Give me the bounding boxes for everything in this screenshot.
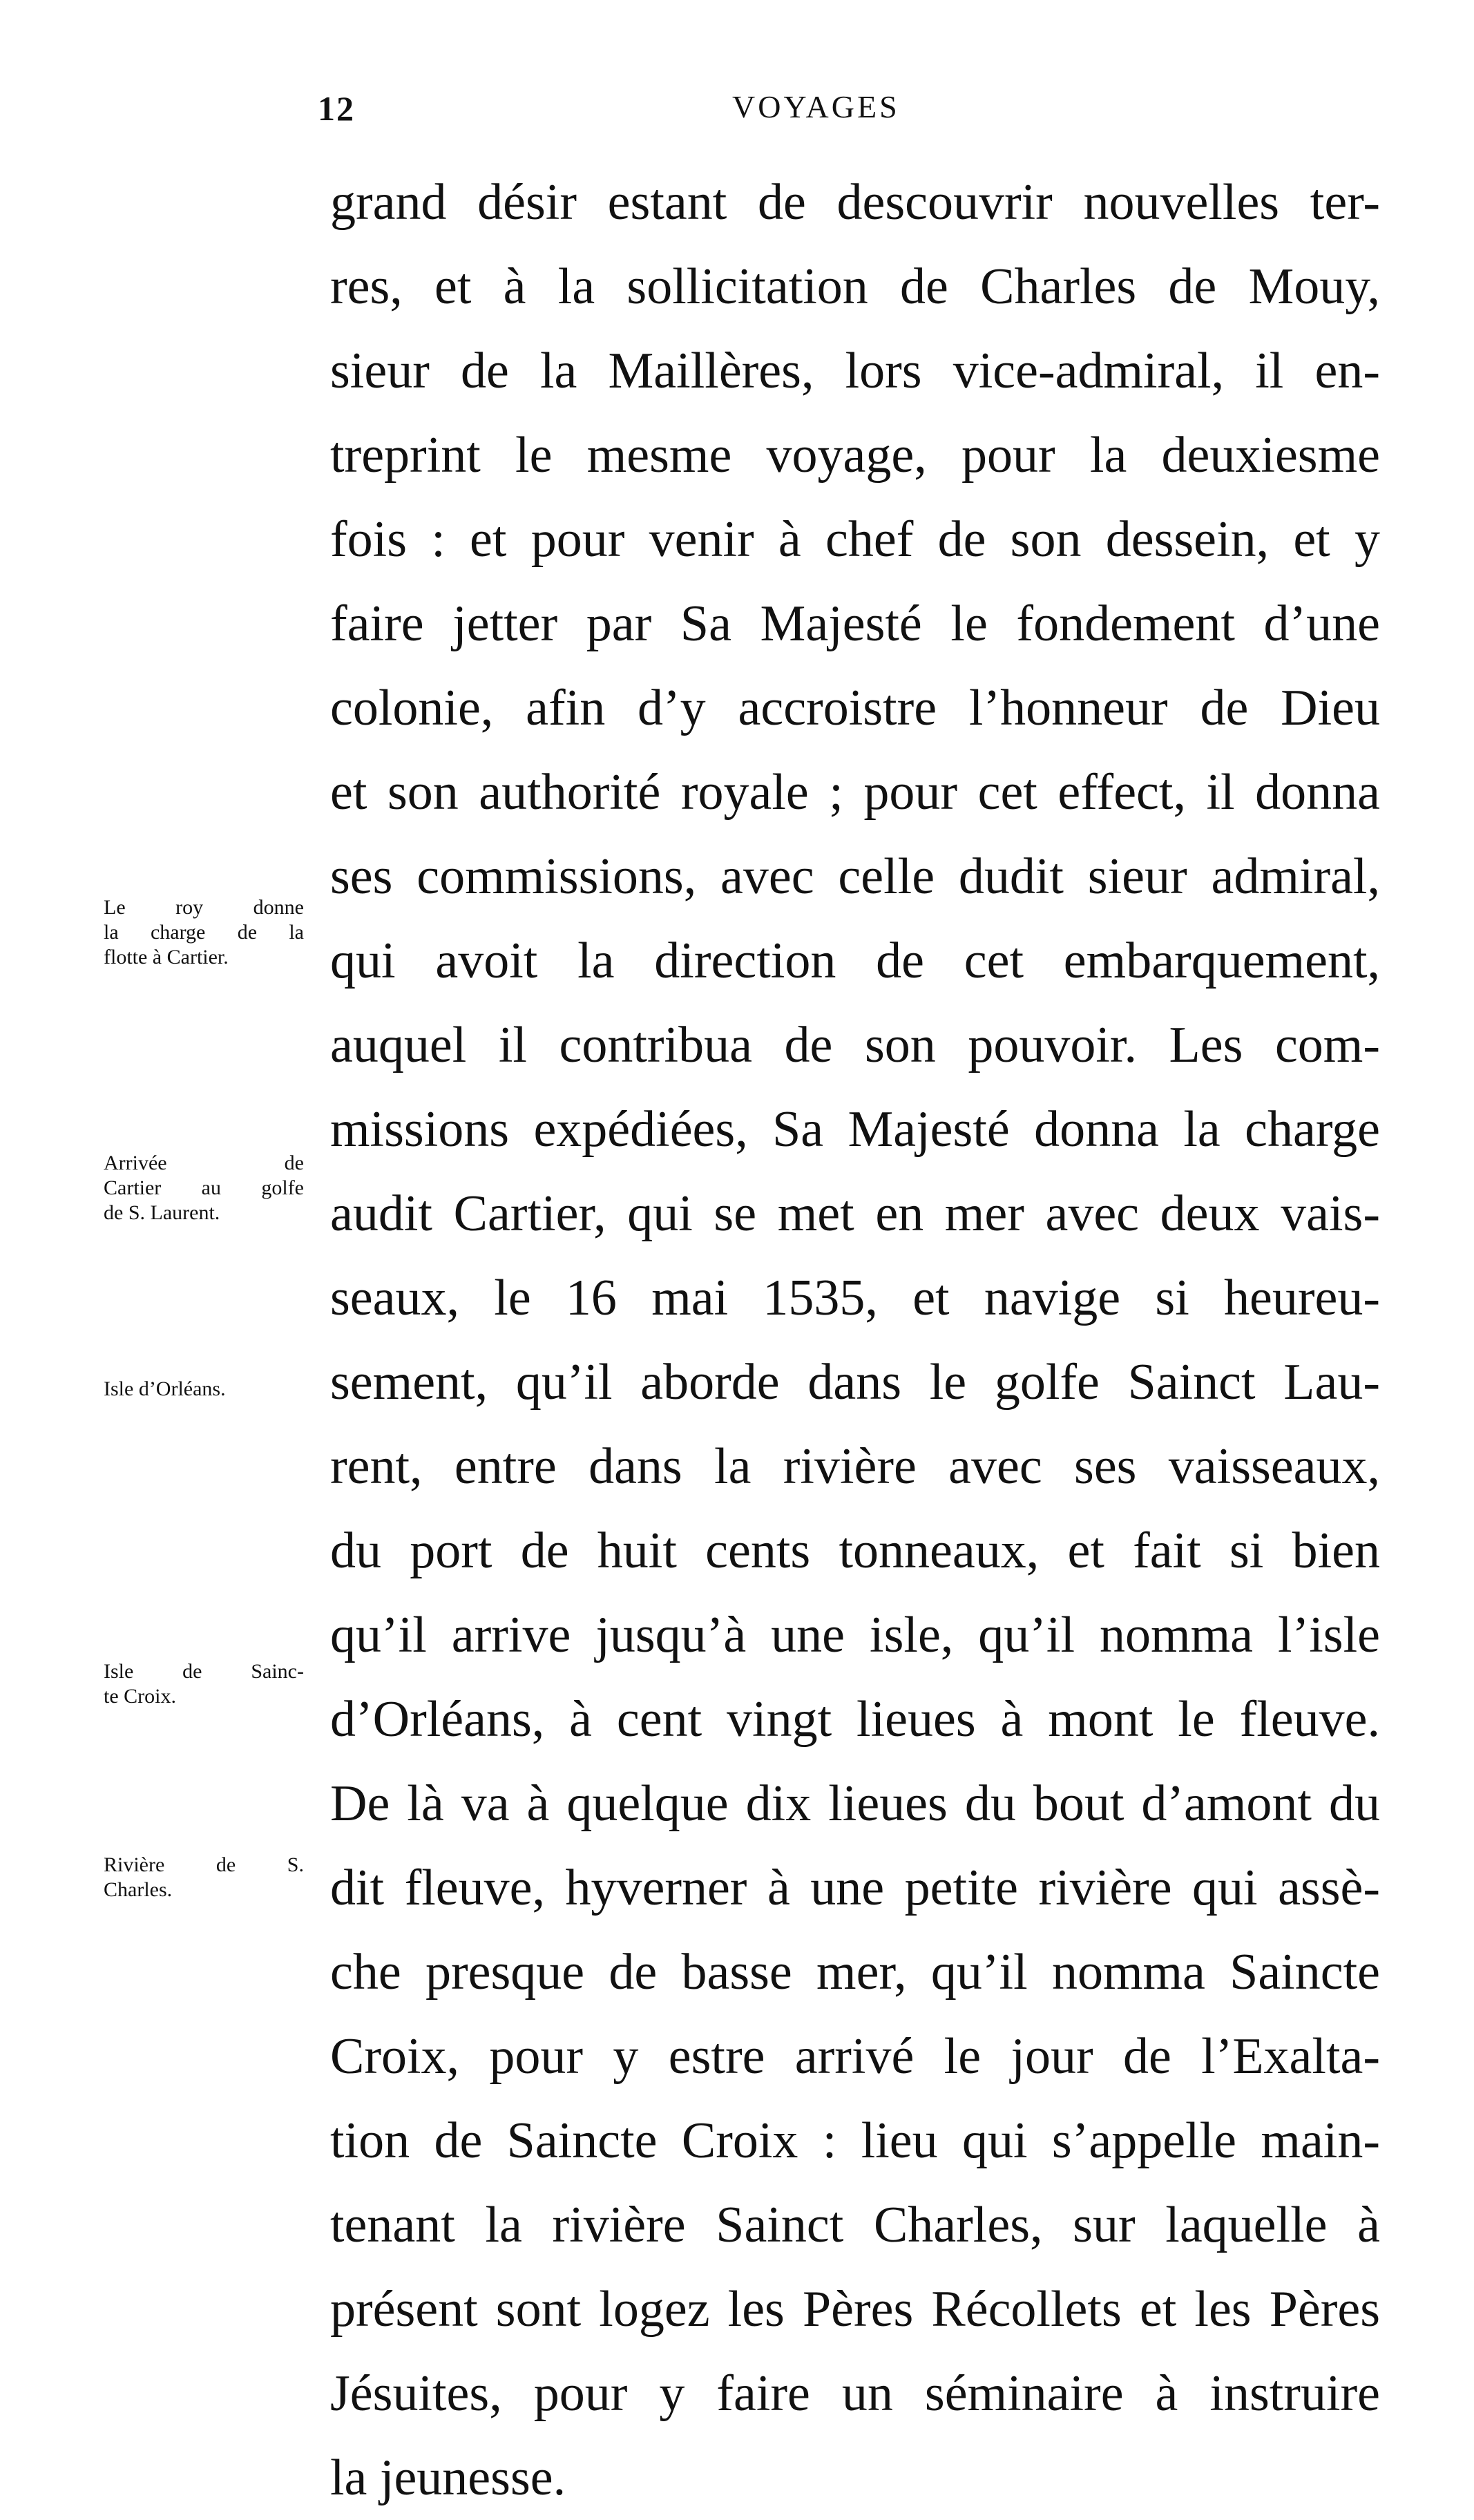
text-line: qui avoit la direction de cet embarquement, bbox=[330, 933, 1380, 989]
margin-note-line: de S. Laurent. bbox=[104, 1201, 220, 1224]
text-line: fois : et pour venir à chef de son dessein, et y bbox=[330, 511, 1380, 568]
text-line: Croix, pour y estre arrivé le jour de l’Exalta- bbox=[330, 2028, 1380, 2085]
text-line: du port de huit cents tonneaux, et fait si bien bbox=[330, 1522, 1380, 1579]
text-line: sement, qu’il aborde dans le golfe Sainct Lau- bbox=[330, 1354, 1380, 1411]
text-line: treprint le mesme voyage, pour la deuxiesme bbox=[330, 427, 1380, 484]
text-line: qu’il arrive jusqu’à une isle, qu’il nomma l’isle bbox=[330, 1607, 1380, 1663]
margin-note-isle-orleans bbox=[104, 1377, 304, 1402]
margin-note-riviere-charles bbox=[104, 1853, 304, 1902]
margin-note-roy-donne-charge bbox=[104, 895, 304, 970]
text-line: sieur de la Maillères, lors vice-admiral, il en- bbox=[330, 343, 1380, 399]
text-line: colonie, afin d’y accroistre l’honneur de Dieu bbox=[330, 680, 1380, 736]
margin-note-line: Charles. bbox=[104, 1878, 173, 1901]
margin-note-line: Arrivée de bbox=[104, 1152, 304, 1174]
margin-note-arrivee-golfe bbox=[104, 1151, 304, 1225]
text-line: d’Orléans, à cent vingt lieues à mont le fleuve. bbox=[330, 1691, 1380, 1748]
text-line: rent, entre dans la rivière avec ses vaisseaux, bbox=[330, 1438, 1380, 1495]
margin-note-line: Rivière de S. bbox=[104, 1853, 304, 1876]
margin-note-line: flotte à Cartier. bbox=[104, 946, 229, 968]
text-line: et son authorité royale ; pour cet effect, il donna bbox=[330, 764, 1380, 821]
margin-note-line: Cartier au golfe bbox=[104, 1176, 304, 1199]
text-line: tion de Saincte Croix : lieu qui s’appelle main- bbox=[330, 2112, 1380, 2169]
text-line: présent sont logez les Pères Récollets et les Pères bbox=[330, 2281, 1380, 2338]
margin-note-line: Isle de Sainc- bbox=[104, 1660, 304, 1683]
running-head: VOYAGES bbox=[732, 89, 900, 124]
text-line: res, et à la sollicitation de Charles de Mouy, bbox=[330, 258, 1380, 315]
text-line: che presque de basse mer, qu’il nomma Saincte bbox=[330, 1944, 1380, 2001]
page-number: 12 bbox=[318, 89, 355, 128]
margin-note-line: Isle d’Orléans. bbox=[104, 1377, 226, 1400]
margin-note-line: la charge de la bbox=[104, 921, 304, 944]
text-line: la jeunesse. bbox=[330, 2450, 566, 2506]
text-line: faire jetter par Sa Majesté le fondement d’une bbox=[330, 595, 1380, 652]
margin-note-isle-saincte-croix bbox=[104, 1659, 304, 1709]
body-text bbox=[330, 160, 1380, 2520]
margin-note-line: te Croix. bbox=[104, 1685, 176, 1708]
margin-note-line: Le roy donne bbox=[104, 896, 304, 919]
text-line: seaux, le 16 mai 1535, et navige si heureu- bbox=[330, 1270, 1380, 1326]
text-line: grand désir estant de descouvrir nouvelles ter- bbox=[330, 174, 1380, 231]
text-line: tenant la rivière Sainct Charles, sur laquelle à bbox=[330, 2197, 1380, 2253]
text-line: Jésuites, pour y faire un séminaire à instruire bbox=[330, 2365, 1380, 2422]
text-line: missions expédiées, Sa Majesté donna la charge bbox=[330, 1101, 1380, 1158]
text-line: auquel il contribua de son pouvoir. Les com- bbox=[330, 1017, 1380, 1073]
text-line: ses commissions, avec celle dudit sieur admiral, bbox=[330, 848, 1380, 905]
page-header bbox=[318, 88, 1395, 137]
text-line: audit Cartier, qui se met en mer avec deux vais- bbox=[330, 1185, 1380, 1242]
text-line: De là va à quelque dix lieues du bout d’amont du bbox=[330, 1775, 1380, 1832]
text-line: dit fleuve, hyverner à une petite rivière qui assè- bbox=[330, 1860, 1380, 1916]
